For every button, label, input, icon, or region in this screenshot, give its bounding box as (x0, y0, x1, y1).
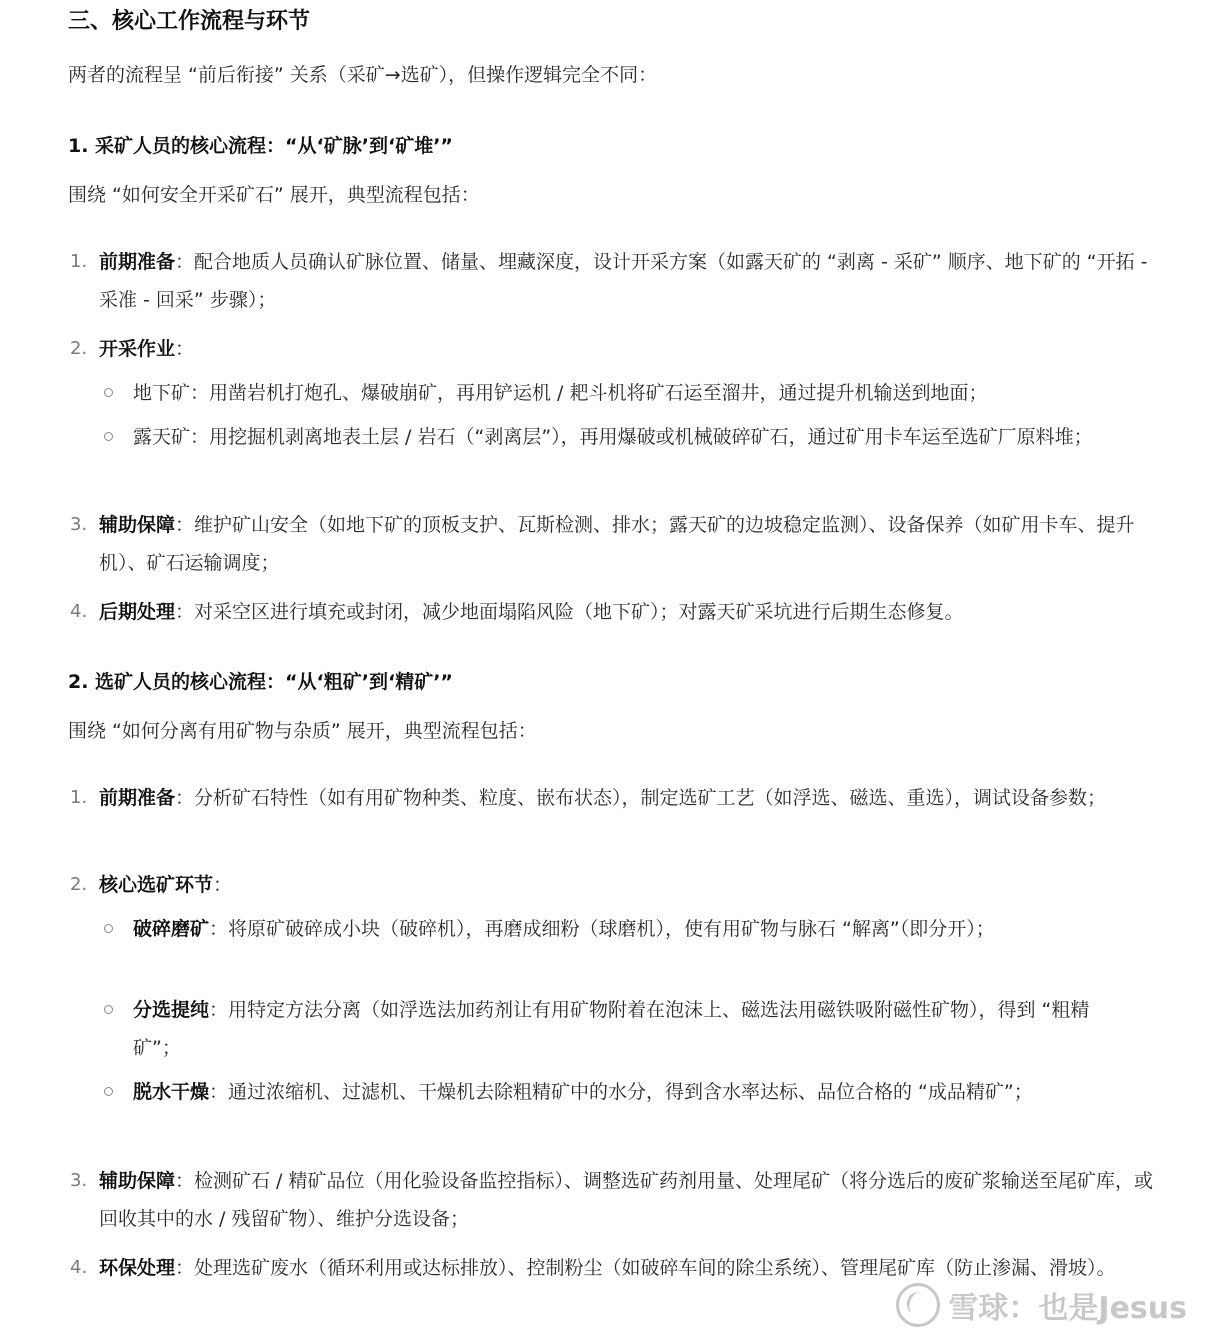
list-item-text: 前期准备：分析矿石特性（如有用矿物种类、粒度、嵌布状态），制定选矿工艺（如浮选、磁选、重选），调试设备参数； (99, 787, 1107, 809)
circle-bullet-icon (104, 924, 113, 933)
list-item-text: 开采作业： (99, 338, 195, 360)
list-item-text: 环保处理：处理选矿废水（循环利用或达标排放）、控制粉尘（如破碎车间的除尘系统）、管理尾矿库（防止渗漏、滑坡）。 (99, 1257, 1116, 1279)
list-number: 3. (70, 514, 88, 535)
list-item (68, 866, 1158, 904)
circle-bullet-icon (104, 432, 113, 441)
list-item-label: 后期处理 (99, 601, 176, 623)
processing-title: 2. 选矿人员的核心流程：“从‘粗矿’到‘精矿’” (68, 671, 453, 693)
list-number: 2. (70, 874, 88, 895)
circle-bullet-icon (104, 1005, 113, 1014)
list-item-label: 前期准备 (99, 251, 176, 273)
snowball-logo-icon (896, 1283, 940, 1327)
sub-list-item (68, 991, 1158, 1067)
list-item-label: 辅助保障 (99, 1170, 176, 1192)
circle-bullet-icon (104, 388, 113, 397)
watermark-text: 雪球：也是Jesus (948, 1291, 1187, 1326)
list-item-label: 开采作业 (99, 338, 176, 360)
sub-list-item-text: 分选提纯：用特定方法分离（如浮选法加药剂让有用矿物附着在泡沫上、磁选法用磁铁吸附磁性矿物），得到 “粗精矿”； (133, 999, 1090, 1059)
list-item-label: 辅助保障 (99, 514, 176, 536)
list-item-text: 核心选矿环节： (99, 874, 233, 896)
list-number: 1. (70, 251, 88, 272)
mining-intro: 围绕 “如何安全开采矿石” 展开，典型流程包括： (68, 184, 480, 206)
list-item-text: 辅助保障：维护矿山安全（如地下矿的顶板支护、瓦斯检测、排水；露天矿的边坡稳定监测）、设备保养（如矿用卡车、提升机）、矿石运输调度； (99, 514, 1135, 574)
list-item-text: 辅助保障：检测矿石 / 精矿品位（用化验设备监控指标）、调整选矿药剂用量、处理尾矿（将分选后的废矿浆输送至尾矿库，或回收其中的水 / 残留矿物）、维护分选设备； (99, 1170, 1153, 1230)
section-title: 三、核心工作流程与环节 (68, 9, 311, 34)
list-item (68, 243, 1158, 319)
list-number: 4. (70, 601, 88, 622)
list-number: 1. (70, 787, 88, 808)
list-number: 3. (70, 1170, 88, 1191)
section-intro: 两者的流程呈 “前后衔接” 关系（采矿→选矿），但操作逻辑完全不同： (68, 64, 658, 86)
list-item-label: 环保处理 (99, 1257, 176, 1279)
sub-list-item-text: 脱水干燥：通过浓缩机、过滤机、干燥机去除粗精矿中的水分，得到含水率达标、品位合格的 “成品精矿”； (133, 1081, 1033, 1103)
sub-list-item-text: 地下矿：用凿岩机打炮孔、爆破崩矿，再用铲运机 / 耙斗机将矿石运至溜井，通过提升机输送到地面； (133, 382, 988, 404)
list-item (68, 593, 1158, 631)
sub-list-item (68, 418, 1158, 456)
list-item (68, 330, 1158, 368)
list-item (68, 1249, 1158, 1287)
sub-list-item-label: 分选提纯 (133, 999, 210, 1021)
list-item (68, 779, 1158, 817)
processing-intro: 围绕 “如何分离有用矿物与杂质” 展开，典型流程包括： (68, 720, 537, 742)
list-number: 4. (70, 1257, 88, 1278)
list-item (68, 506, 1158, 582)
list-item-label: 核心选矿环节 (99, 874, 214, 896)
list-item-text: 后期处理：对采空区进行填充或封闭，减少地面塌陷风险（地下矿）；对露天矿采坑进行后期生态修复。 (99, 601, 964, 623)
circle-bullet-icon (104, 1087, 113, 1096)
sub-list-item-label: 脱水干燥 (133, 1081, 210, 1103)
sub-list-item (68, 910, 1158, 948)
sub-list-item (68, 1073, 1158, 1111)
watermark (896, 1283, 1187, 1327)
list-item-label: 前期准备 (99, 787, 176, 809)
list-item (68, 1162, 1158, 1238)
list-number: 2. (70, 338, 88, 359)
mining-title: 1. 采矿人员的核心流程：“从‘矿脉’到‘矿堆’” (68, 135, 453, 157)
sub-list-item (68, 374, 1158, 412)
sub-list-item-text: 露天矿：用挖掘机剥离地表土层 / 岩石（“剥离层”），再用爆破或机械破碎矿石，通过矿用卡车运至选矿厂原料堆； (133, 426, 1093, 448)
sub-list-item-label: 破碎磨矿 (133, 918, 210, 940)
list-item-text: 前期准备：配合地质人员确认矿脉位置、储量、埋藏深度，设计开采方案（如露天矿的 “剥离 - 采矿” 顺序、地下矿的 “开拓 - 采准 - 回采” 步骤）； (99, 251, 1148, 311)
sub-list-item-text: 破碎磨矿：将原矿破碎成小块（破碎机），再磨成细粉（球磨机），使有用矿物与脉石 “解离”（即分开）； (133, 918, 995, 940)
